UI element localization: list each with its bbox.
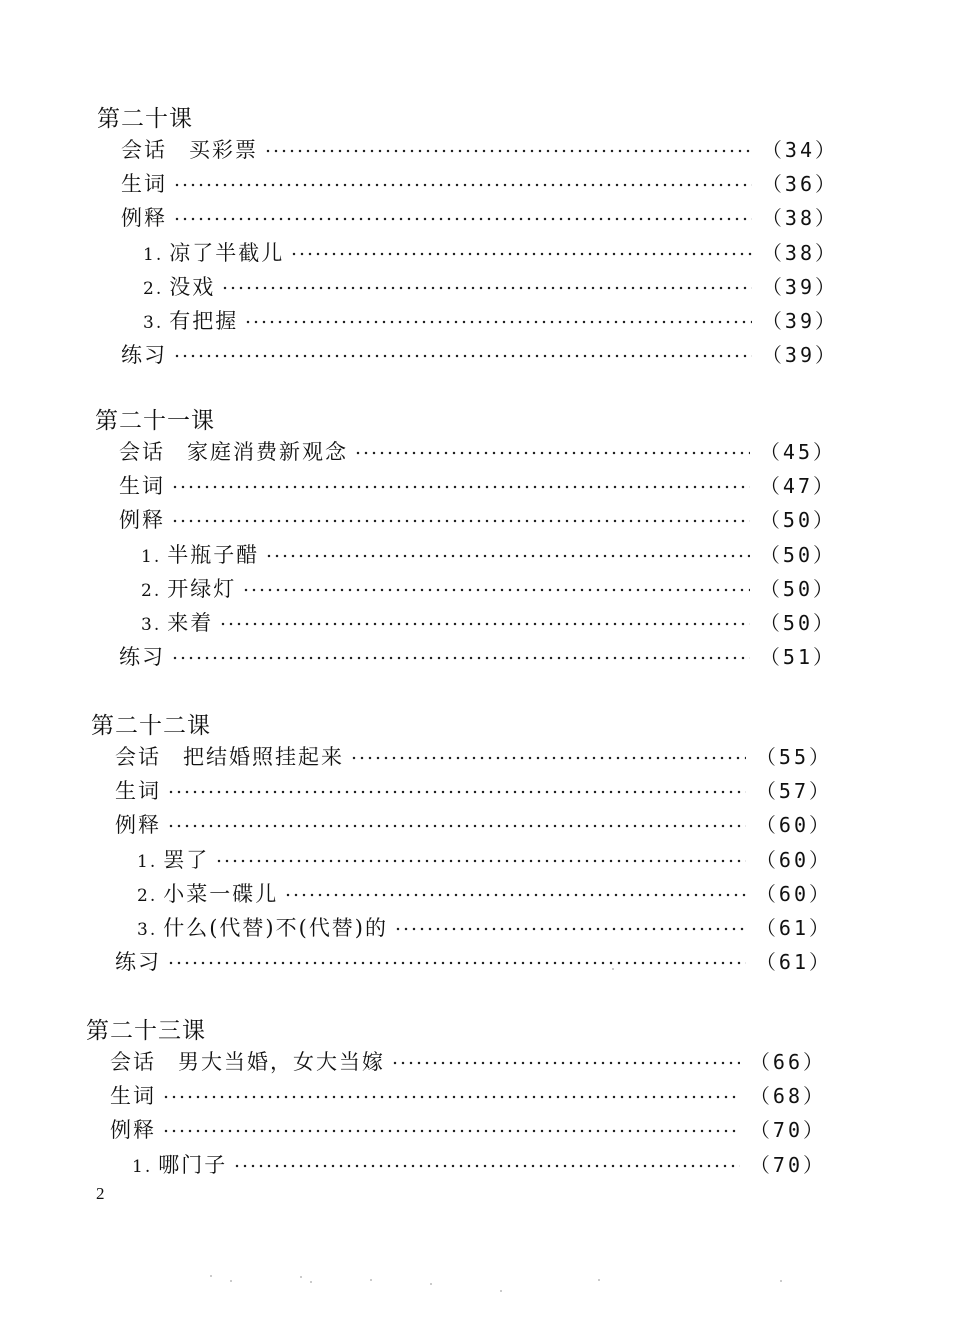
scan-speck bbox=[780, 1280, 782, 1282]
lesson-title: 第二十二课 bbox=[91, 713, 211, 739]
dot-leader bbox=[167, 789, 746, 799]
lesson-title: 第二十课 bbox=[97, 106, 193, 132]
page-reference: （38） bbox=[761, 240, 838, 265]
dot-leader bbox=[173, 182, 752, 192]
dot-leader bbox=[173, 353, 752, 363]
entry-title: 什么(代替)不(代替)的 bbox=[163, 916, 389, 940]
toc-entry[interactable] bbox=[141, 539, 836, 569]
toc-entry[interactable] bbox=[119, 641, 836, 671]
toc-entry[interactable] bbox=[143, 237, 838, 267]
page-reference: （61） bbox=[755, 950, 832, 975]
toc-entry[interactable] bbox=[141, 607, 836, 637]
toc-entry[interactable] bbox=[119, 504, 836, 534]
entry-title: 练习 bbox=[121, 343, 167, 368]
scan-speck bbox=[598, 1279, 600, 1281]
entry-label bbox=[121, 168, 167, 198]
toc-entry[interactable] bbox=[137, 844, 832, 874]
entry-title: 罢了 bbox=[163, 847, 210, 872]
dot-leader bbox=[350, 755, 746, 765]
entry-label bbox=[119, 504, 165, 534]
entry-title: 来着 bbox=[167, 611, 214, 635]
scan-speck bbox=[310, 1281, 312, 1283]
entry-number: 2. bbox=[141, 580, 162, 601]
dot-leader bbox=[171, 655, 750, 665]
page-reference: （50） bbox=[759, 508, 836, 533]
entry-label bbox=[132, 1149, 227, 1179]
toc-entry[interactable] bbox=[115, 946, 832, 976]
entry-label bbox=[141, 573, 236, 603]
lesson-title: 第二十三课 bbox=[86, 1018, 206, 1044]
entry-topic: 家庭消费新观念 bbox=[187, 440, 348, 464]
dot-leader bbox=[354, 450, 750, 460]
dot-leader bbox=[391, 1060, 740, 1070]
entry-label bbox=[121, 134, 258, 164]
scan-speck bbox=[430, 1283, 432, 1285]
entry-label bbox=[121, 339, 167, 369]
entry-number: 3. bbox=[137, 920, 158, 940]
dot-leader bbox=[162, 1094, 740, 1104]
dot-leader bbox=[242, 587, 750, 597]
entry-label bbox=[143, 305, 238, 335]
entry-label bbox=[110, 1046, 385, 1076]
page-reference: （36） bbox=[761, 172, 838, 197]
page-reference: （45） bbox=[759, 440, 836, 464]
page-reference: （50） bbox=[759, 576, 836, 601]
page-reference: （70） bbox=[749, 1118, 826, 1143]
entry-label bbox=[143, 271, 215, 301]
dot-leader bbox=[244, 319, 752, 329]
toc-entry[interactable] bbox=[121, 202, 838, 232]
toc-entry[interactable] bbox=[141, 573, 836, 603]
page-reference: （34） bbox=[761, 138, 838, 162]
toc-entry[interactable] bbox=[121, 168, 838, 198]
page-reference: （68） bbox=[749, 1084, 826, 1109]
entry-label bbox=[121, 202, 167, 232]
page-reference: （38） bbox=[761, 206, 838, 231]
dot-leader bbox=[394, 926, 746, 936]
scan-speck bbox=[230, 1280, 232, 1282]
scan-speck bbox=[210, 1275, 212, 1277]
entry-label bbox=[137, 878, 278, 908]
toc-entry[interactable] bbox=[110, 1080, 826, 1110]
toc-entry[interactable] bbox=[110, 1114, 826, 1144]
page-reference: （39） bbox=[761, 343, 838, 368]
page-reference: （51） bbox=[759, 645, 836, 670]
entry-title: 半瓶子醋 bbox=[167, 542, 260, 567]
entry-number: 1. bbox=[132, 1156, 153, 1177]
dot-leader bbox=[167, 823, 746, 833]
entry-number: 2. bbox=[143, 278, 164, 299]
entry-label bbox=[119, 641, 165, 671]
entry-topic: 男大当婚，女大当嫁 bbox=[178, 1050, 385, 1074]
toc-entry[interactable] bbox=[110, 1046, 826, 1076]
entry-title: 有把握 bbox=[169, 309, 239, 333]
page-reference: （39） bbox=[761, 309, 838, 333]
page-reference: （57） bbox=[755, 779, 832, 804]
toc-entry[interactable] bbox=[119, 436, 836, 466]
entry-title: 生词 bbox=[119, 474, 165, 499]
entry-title: 练习 bbox=[115, 950, 161, 975]
toc-entry[interactable] bbox=[119, 470, 836, 500]
dot-leader bbox=[233, 1163, 740, 1173]
lesson-title: 第二十一课 bbox=[95, 408, 215, 434]
scan-speck bbox=[612, 968, 614, 970]
dot-leader bbox=[171, 518, 750, 528]
toc-entry[interactable] bbox=[143, 305, 838, 335]
page-reference: （55） bbox=[755, 745, 832, 769]
entry-number: 3. bbox=[143, 313, 164, 333]
entry-label bbox=[141, 607, 213, 637]
entry-label bbox=[137, 912, 388, 942]
entry-label bbox=[115, 775, 161, 805]
toc-entry[interactable] bbox=[115, 775, 832, 805]
entry-title: 凉了半截儿 bbox=[169, 240, 285, 265]
entry-title: 生词 bbox=[121, 172, 167, 197]
entry-title: 例释 bbox=[119, 508, 165, 533]
entry-title: 会话 bbox=[115, 745, 161, 769]
scan-speck bbox=[500, 1290, 502, 1292]
scan-speck bbox=[300, 1276, 302, 1278]
entry-label bbox=[115, 946, 161, 976]
dot-leader bbox=[264, 148, 752, 158]
page-reference: （60） bbox=[755, 847, 832, 872]
entry-label bbox=[119, 436, 348, 466]
entry-label bbox=[110, 1114, 156, 1144]
entry-label bbox=[119, 470, 165, 500]
entry-topic: 把结婚照挂起来 bbox=[183, 745, 344, 769]
entry-title: 没戏 bbox=[169, 274, 216, 299]
entry-title: 会话 bbox=[110, 1050, 156, 1074]
dot-leader bbox=[162, 1128, 740, 1138]
dot-leader bbox=[221, 285, 752, 295]
entry-number: 3. bbox=[141, 615, 162, 635]
page-reference: （50） bbox=[759, 611, 836, 635]
dot-leader bbox=[173, 216, 752, 226]
dot-leader bbox=[171, 484, 750, 494]
page-reference: （61） bbox=[755, 916, 832, 940]
toc-entry[interactable] bbox=[121, 339, 838, 369]
toc-entry[interactable] bbox=[137, 912, 832, 942]
entry-label bbox=[143, 237, 284, 267]
entry-title: 生词 bbox=[110, 1084, 156, 1109]
entry-title: 例释 bbox=[110, 1118, 156, 1143]
entry-title: 哪门子 bbox=[158, 1152, 228, 1177]
dot-leader bbox=[219, 621, 750, 631]
page-reference: （70） bbox=[749, 1152, 826, 1177]
entry-title: 会话 bbox=[119, 440, 165, 464]
entry-title: 练习 bbox=[119, 645, 165, 670]
page-number: 2 bbox=[96, 1184, 105, 1203]
toc-entry[interactable] bbox=[121, 134, 838, 164]
page-reference: （50） bbox=[759, 542, 836, 567]
page-reference: （39） bbox=[761, 274, 838, 299]
dot-leader bbox=[265, 553, 750, 563]
entry-number: 2. bbox=[137, 885, 158, 906]
entry-label bbox=[141, 539, 259, 569]
dot-leader bbox=[215, 858, 746, 868]
page-reference: （60） bbox=[755, 813, 832, 838]
page-reference: （60） bbox=[755, 881, 832, 906]
entry-title: 例释 bbox=[115, 813, 161, 838]
page-reference: （47） bbox=[759, 474, 836, 499]
scan-speck bbox=[370, 1279, 372, 1281]
entry-label bbox=[115, 741, 344, 771]
toc-entry[interactable] bbox=[115, 809, 832, 839]
page-reference: （66） bbox=[749, 1050, 826, 1074]
dot-leader bbox=[284, 892, 746, 902]
entry-title: 小菜一碟儿 bbox=[163, 881, 279, 906]
dot-leader bbox=[167, 960, 746, 970]
entry-number: 1. bbox=[137, 851, 158, 872]
entry-number: 1. bbox=[143, 244, 164, 265]
entry-title: 开绿灯 bbox=[167, 576, 237, 601]
entry-label bbox=[115, 809, 161, 839]
entry-title: 会话 bbox=[121, 138, 167, 162]
entry-label bbox=[137, 844, 209, 874]
entry-title: 例释 bbox=[121, 206, 167, 231]
toc-entry[interactable] bbox=[143, 271, 838, 301]
toc-entry[interactable] bbox=[132, 1149, 826, 1179]
entry-number: 1. bbox=[141, 546, 162, 567]
entry-title: 生词 bbox=[115, 779, 161, 804]
toc-entry[interactable] bbox=[137, 878, 832, 908]
entry-label bbox=[110, 1080, 156, 1110]
toc-entry[interactable] bbox=[115, 741, 832, 771]
entry-topic: 买彩票 bbox=[189, 138, 258, 162]
dot-leader bbox=[290, 251, 752, 261]
